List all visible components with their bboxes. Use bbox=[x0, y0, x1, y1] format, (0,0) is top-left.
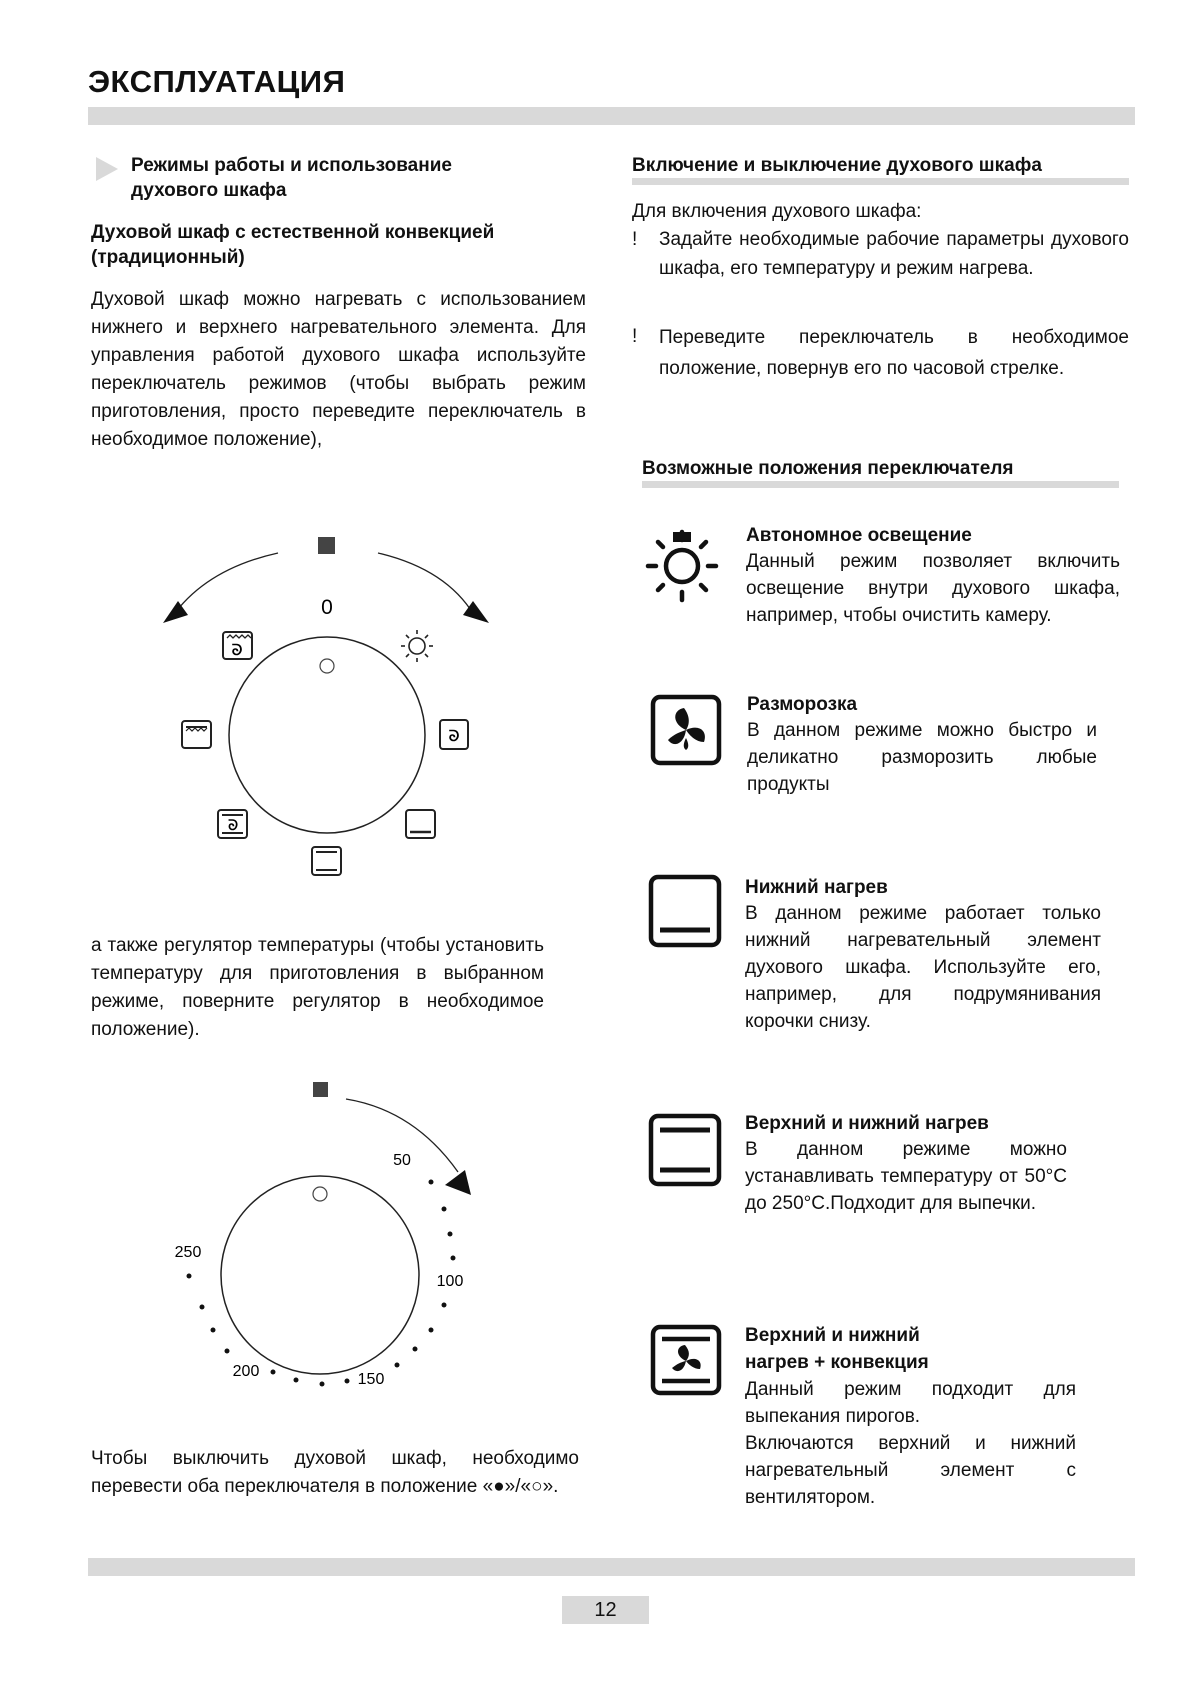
bullet-mark: ! bbox=[632, 229, 638, 250]
mode-lamp-title: Автономное освещение bbox=[746, 525, 972, 546]
temp-arrow-icon bbox=[445, 1170, 471, 1195]
top-bottom-heat-icon bbox=[648, 1113, 722, 1187]
temp-label-100: 100 bbox=[436, 1273, 464, 1290]
temperature-dial-diagram bbox=[160, 1080, 490, 1420]
onoff-intro: Для включения духового шкафа: bbox=[632, 201, 922, 222]
svg-text:ᘐ: ᘐ bbox=[231, 642, 243, 659]
lamp-icon bbox=[644, 528, 720, 604]
mode-lamp-text: Данный режим позволяет включить освещение внутри духового шкафа, например, чтобы очистить камеру. bbox=[746, 551, 1120, 626]
intro-paragraph: Духовой шкаф можно нагревать с использованием нижнего и верхнего нагревательного элемента. Для управления работой духового шкафа используйте переключатель режимов (чтобы выбрать режим приготовления, просто переведите переключатель в необходимое положение), bbox=[91, 289, 586, 450]
knob-pointer bbox=[320, 659, 334, 673]
header-bar bbox=[88, 107, 1135, 125]
mode-top-bottom-title: Верхний и нижний нагрев bbox=[745, 1113, 989, 1134]
subsection-title: Духовой шкаф с естественной конвекцией (традиционный) bbox=[91, 222, 495, 268]
lamp-small-icon bbox=[401, 630, 433, 662]
positions-title-underline bbox=[642, 481, 1119, 488]
bullet-text: Переведите переключатель в необходимое положение, повернув его по часовой стрелке. bbox=[659, 327, 1129, 379]
mode-top-bottom-text: В данном режиме можно устанавливать температуру от 50°C до 250°C.Подходит для выпечки. bbox=[745, 1139, 1067, 1214]
footer-bar bbox=[88, 1558, 1135, 1576]
temp-scale-dots bbox=[187, 1180, 456, 1387]
temperature-paragraph: а также регулятор температуры (чтобы установить температуру для приготовления в выбранном режиме, поверните регулятор в необходимое положение). bbox=[91, 935, 544, 1040]
mode-defrost-title: Разморозка bbox=[747, 694, 858, 715]
off-paragraph: Чтобы выключить духовой шкаф, необходимо перевести оба переключателя в положение «●»/«○». bbox=[91, 1448, 579, 1497]
temp-knob bbox=[221, 1176, 419, 1374]
mode-bottom-title: Нижний нагрев bbox=[745, 877, 888, 898]
top-bottom-fan-icon bbox=[650, 1324, 722, 1396]
top-bottom-fan-small-icon bbox=[218, 810, 247, 838]
mode-convection-title-1: Верхний и нижний bbox=[745, 1325, 920, 1346]
cw-arc bbox=[378, 553, 474, 615]
mode-knob bbox=[229, 637, 425, 833]
svg-text:ᘐ: ᘐ bbox=[228, 817, 238, 833]
onoff-bullet-1 bbox=[632, 225, 1129, 315]
mode-convection-text-2: Включаются верхний и нижний нагревательный элемент с вентилятором. bbox=[745, 1433, 1076, 1508]
page-title: ЭКСПЛУАТАЦИЯ bbox=[88, 64, 346, 99]
temp-label-200: 200 bbox=[232, 1363, 260, 1380]
mode-defrost-text: В данном режиме можно быстро и деликатно разморозить любые продукты bbox=[747, 720, 1097, 795]
defrost-fan-icon bbox=[650, 694, 722, 766]
bullet-mark: ! bbox=[632, 326, 638, 347]
temp-label-150: 150 bbox=[357, 1371, 385, 1388]
page-number: 12 bbox=[562, 1596, 649, 1624]
mode-convection-title-2: нагрев + конвекция bbox=[745, 1352, 929, 1373]
onoff-title: Включение и выключение духового шкафа bbox=[632, 155, 1042, 176]
onoff-title-underline bbox=[632, 178, 1129, 185]
defrost-small-icon bbox=[440, 720, 468, 749]
temp-label-250: 250 bbox=[174, 1244, 202, 1261]
section-arrow-icon bbox=[96, 157, 120, 181]
off-position-marker bbox=[318, 537, 335, 554]
zero-label: 0 bbox=[321, 596, 333, 619]
mode-selector-diagram bbox=[150, 525, 510, 895]
bottom-heat-icon bbox=[648, 874, 722, 948]
svg-text:ᘐ: ᘐ bbox=[448, 728, 460, 745]
onoff-bullet-2 bbox=[632, 322, 1129, 387]
mode-convection-text-1: Данный режим подходит для выпекания пирогов. bbox=[745, 1379, 1076, 1427]
temp-knob-pointer bbox=[313, 1187, 327, 1201]
temp-off-marker bbox=[313, 1082, 328, 1097]
ccw-arc bbox=[172, 553, 278, 617]
grill-fan-icon bbox=[223, 632, 252, 659]
grill-icon bbox=[182, 721, 211, 748]
bullet-text: Задайте необходимые рабочие параметры духового шкафа, его температуру и режим нагрева. bbox=[659, 229, 1129, 279]
top-bottom-heat-small-icon bbox=[312, 847, 341, 875]
positions-title: Возможные положения переключателя bbox=[642, 458, 1014, 479]
section-title: Режимы работы и использование духового шкафа bbox=[131, 155, 452, 201]
ccw-arrow-icon bbox=[163, 601, 188, 623]
temp-label-50: 50 bbox=[393, 1152, 411, 1169]
bottom-heat-small-icon bbox=[406, 810, 435, 838]
mode-bottom-text: В данном режиме работает только нижний нагревательный элемент духового шкафа. Используйте его, например, для подрумянивания корочки снизу. bbox=[745, 903, 1101, 1032]
